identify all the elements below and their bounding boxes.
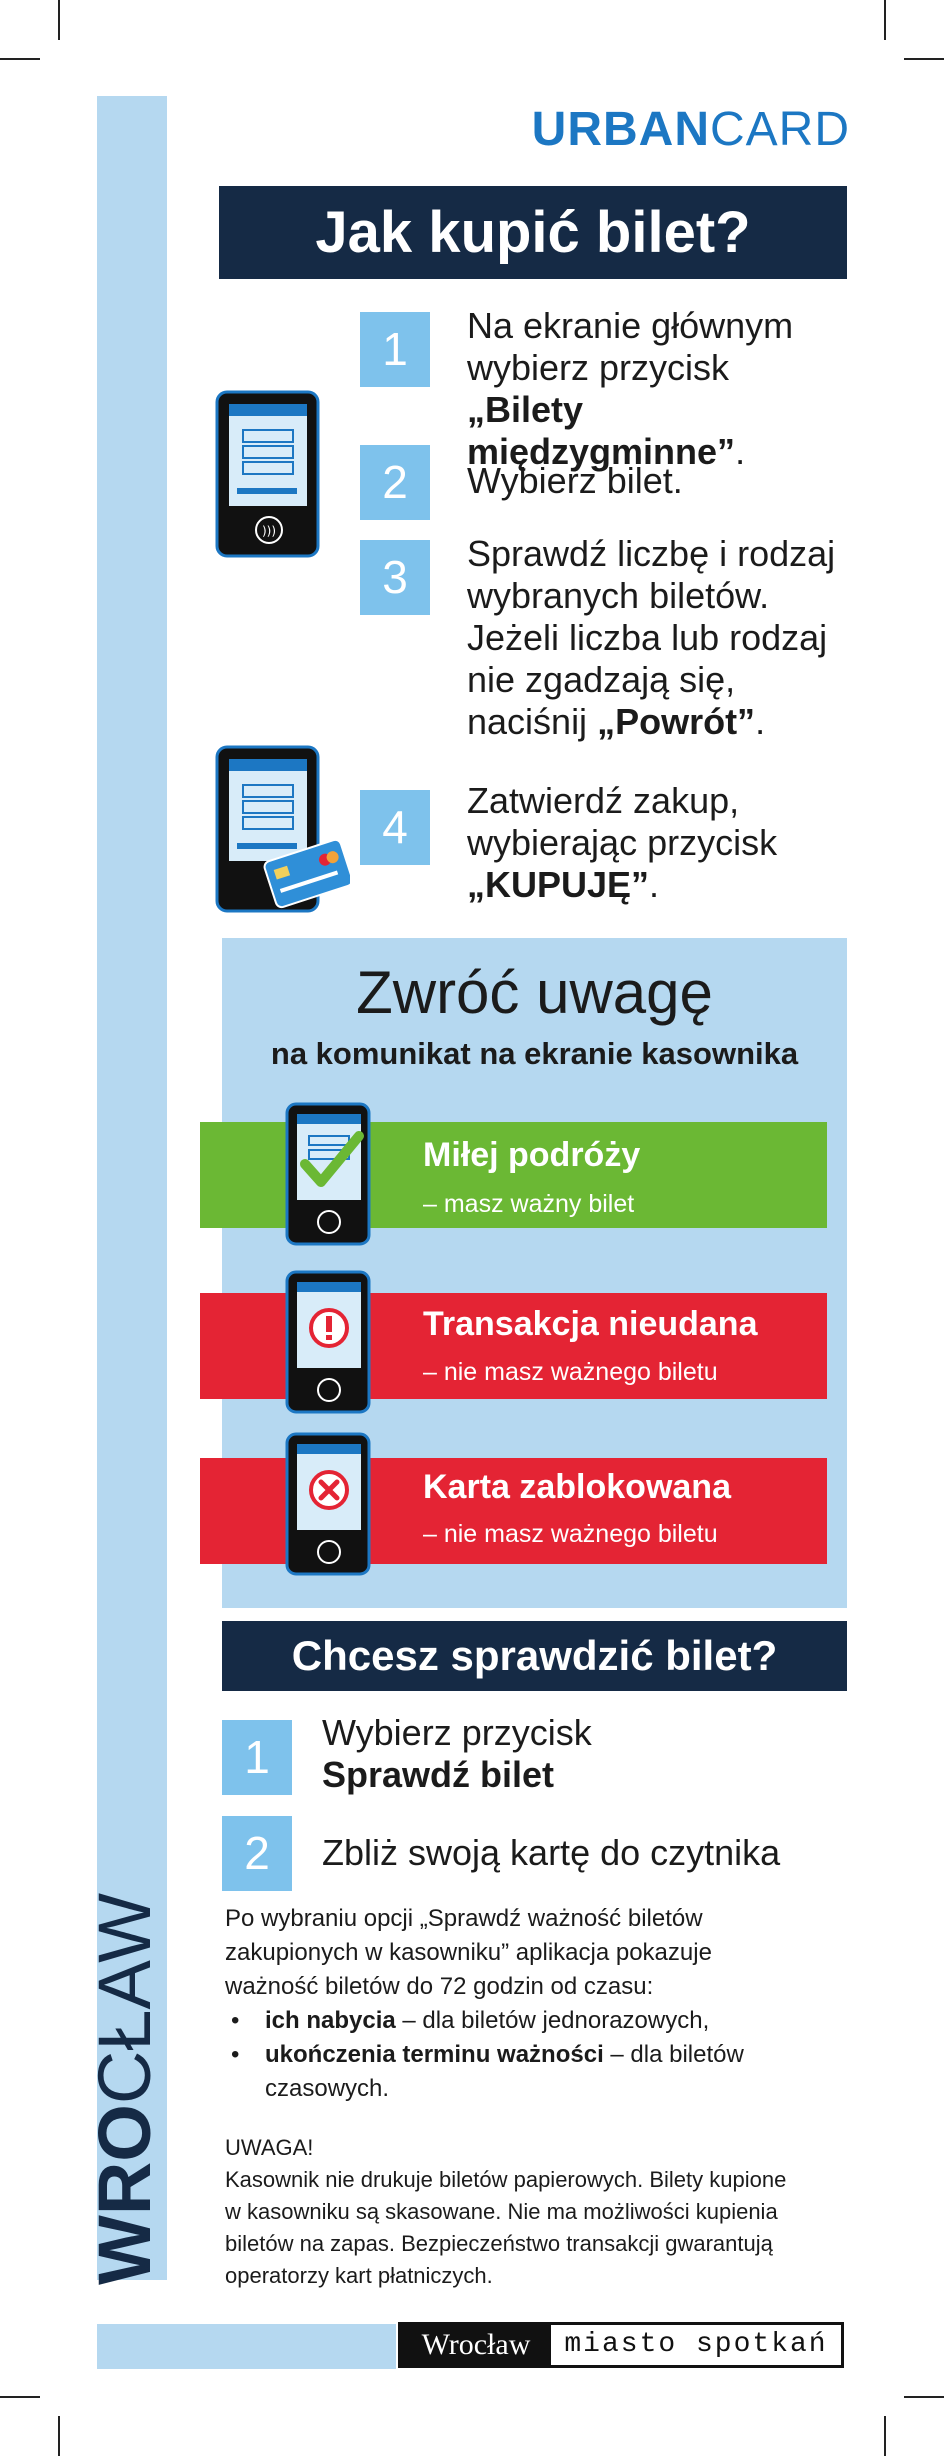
status-title: Transakcja nieudana bbox=[423, 1305, 758, 1343]
punctuation: . bbox=[755, 701, 766, 742]
warning-text bbox=[225, 2132, 845, 2292]
powrot-label: „Powrót” bbox=[597, 701, 756, 742]
wroclaw-light: CŁAW bbox=[88, 1893, 166, 2105]
bullet-dot: • bbox=[231, 2041, 240, 2068]
step-prefix: naciśnij bbox=[467, 701, 598, 742]
info-line: zakupionych w kasowniku” aplikacja pokazuje bbox=[225, 1939, 712, 1966]
sprawdz-bilet-label: Sprawdź bilet bbox=[322, 1754, 555, 1795]
attention-subtitle: na komunikat na ekranie kasownika bbox=[270, 1036, 799, 1071]
step-2-text bbox=[467, 460, 847, 502]
checkmark-icon bbox=[285, 1102, 375, 1248]
exclamation-icon bbox=[285, 1270, 375, 1416]
bullet-continuation: czasowych. bbox=[265, 2075, 390, 2102]
validator-device-icon bbox=[215, 390, 320, 558]
step-line: wybierając przycisk bbox=[467, 822, 778, 863]
warning-line: Kasownik nie drukuje biletów papierowych. Bilety kupione bbox=[225, 2167, 787, 2192]
attention-title: Zwróć uwagę bbox=[356, 959, 713, 1026]
svg-text:))): ))) bbox=[261, 524, 277, 538]
warning-title: UWAGA! bbox=[225, 2135, 314, 2160]
status-desc: – masz ważny bilet bbox=[423, 1190, 635, 1218]
status-desc: – nie masz ważnego biletu bbox=[423, 1358, 718, 1386]
page-title: Jak kupić bilet? bbox=[219, 186, 847, 279]
step-line: Wybierz bilet. bbox=[467, 460, 683, 501]
crop-mark bbox=[884, 0, 886, 40]
crop-mark bbox=[58, 2416, 60, 2456]
info-line: Po wybraniu opcji „Sprawdź ważność biletów bbox=[225, 1905, 703, 1932]
step-number: 3 bbox=[360, 540, 430, 615]
crop-mark bbox=[884, 2416, 886, 2456]
status-desc: – nie masz ważnego biletu bbox=[423, 1520, 718, 1548]
wroclaw-miasto-spotkan-logo bbox=[398, 2322, 844, 2368]
logo-bold: URBAN bbox=[531, 103, 710, 156]
crop-mark bbox=[0, 58, 40, 60]
status-title: Miłej podróży bbox=[423, 1136, 641, 1174]
step-number: 4 bbox=[360, 790, 430, 865]
step-line: Wybierz przycisk bbox=[322, 1712, 592, 1753]
punctuation: . bbox=[649, 864, 660, 905]
bullet-rest: – dla biletów jednorazowych, bbox=[395, 2007, 710, 2034]
step-number: 2 bbox=[222, 1816, 292, 1891]
warning-line: w kasowniku są skasowane. Nie ma możliwości kupienia bbox=[225, 2199, 778, 2224]
bilety-miedzygminne-label: „Bilety międzygminne” bbox=[467, 389, 736, 472]
crop-mark bbox=[904, 2396, 944, 2398]
bullet-item bbox=[225, 2004, 845, 2038]
logo-light: CARD bbox=[709, 103, 850, 156]
wroclaw-bold: WRO bbox=[88, 2104, 166, 2285]
status-title: Karta zablokowana bbox=[423, 1468, 731, 1506]
step-line: wybranych biletów. bbox=[467, 575, 770, 616]
step-line: Na ekranie głównym bbox=[467, 305, 794, 346]
warning-line: biletów na zapas. Bezpieczeństwo transakcji gwarantują bbox=[225, 2231, 773, 2256]
info-line: ważność biletów do 72 godzin od czasu: bbox=[225, 1973, 654, 2000]
check-info-text bbox=[225, 1902, 845, 2106]
step-line bbox=[467, 701, 847, 743]
kupuje-label: „KUPUJĘ” bbox=[467, 864, 650, 905]
bullet-item bbox=[225, 2038, 845, 2072]
bullet-bold: ukończenia terminu ważności bbox=[265, 2041, 604, 2068]
step-1-text bbox=[467, 305, 847, 473]
step-number: 1 bbox=[222, 1720, 292, 1795]
validator-with-card-icon bbox=[215, 745, 350, 925]
step-4-text bbox=[467, 780, 847, 906]
step-line: wybierz przycisk bbox=[467, 347, 730, 388]
step-3-text bbox=[467, 533, 847, 743]
bottom-band bbox=[97, 2324, 396, 2369]
step-line: nie zgadzają się, bbox=[467, 659, 736, 700]
bullet-bold: ich nabycia bbox=[265, 2007, 396, 2034]
check-step-2-text: Zbliż swoją kartę do czytnika bbox=[322, 1832, 781, 1873]
step-line: Sprawdź liczbę i rodzaj bbox=[467, 533, 836, 574]
step-line: Zatwierdź zakup, bbox=[467, 780, 740, 821]
crop-mark bbox=[904, 58, 944, 60]
svg-text:WROCŁAW bbox=[88, 1893, 166, 2285]
step-line bbox=[467, 864, 847, 906]
bullet-dot: • bbox=[231, 2007, 240, 2034]
cross-icon bbox=[285, 1432, 375, 1578]
warning-line: operatorzy kart płatniczych. bbox=[225, 2263, 493, 2288]
check-ticket-heading: Chcesz sprawdzić bilet? bbox=[222, 1621, 847, 1691]
crop-mark bbox=[58, 0, 60, 40]
wroclaw-vertical-title bbox=[88, 1780, 168, 2300]
bullet-rest: – dla biletów bbox=[603, 2041, 744, 2068]
urbancard-logo bbox=[500, 100, 850, 160]
footer-logo-left: Wrocław bbox=[401, 2325, 551, 2365]
step-number: 2 bbox=[360, 445, 430, 520]
crop-mark bbox=[0, 2396, 40, 2398]
footer-logo-right: miasto spotkań bbox=[564, 2329, 828, 2360]
step-number: 1 bbox=[360, 312, 430, 387]
step-line: Jeżeli liczba lub rodzaj bbox=[467, 617, 828, 658]
punctuation: . bbox=[735, 431, 746, 472]
check-step-1-text bbox=[322, 1712, 842, 1796]
